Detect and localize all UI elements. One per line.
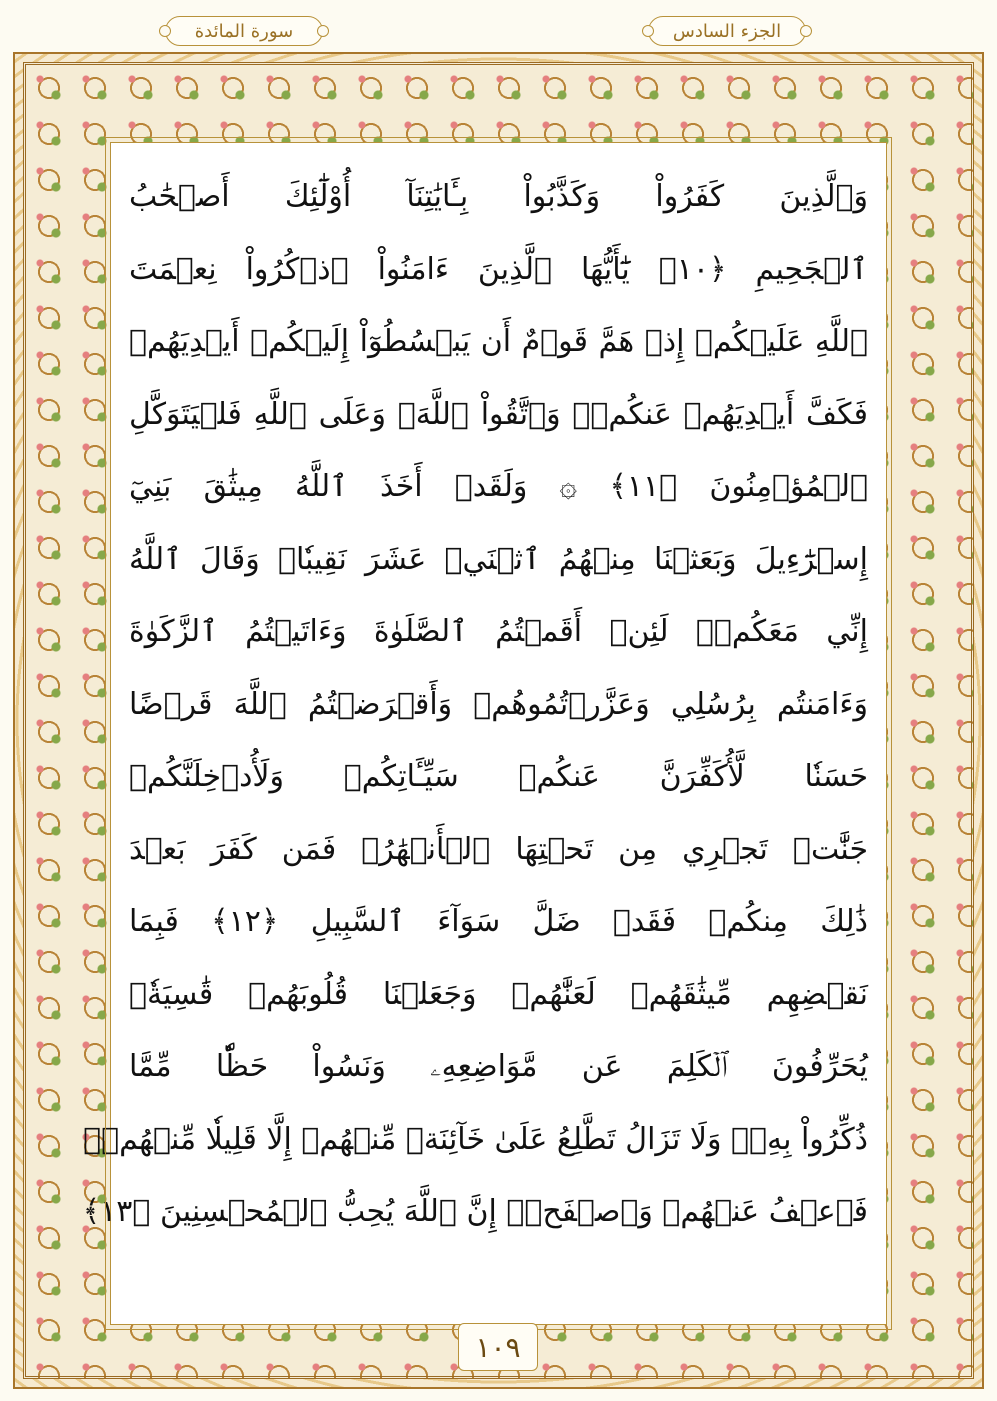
surah-name-header: سورة المائدة (165, 16, 323, 46)
page-number: ١٠٩ (458, 1323, 538, 1371)
verse-line-3: ٱللَّهِ عَلَيۡكُمۡ إِذۡ هَمَّ قَوۡمٌ أَن يَبۡسُطُوٓاْ إِلَيۡكُمۡ أَيۡدِيَهُمۡ (129, 324, 868, 359)
verse-line-2: ٱلۡجَحِيمِ ﴿١٠﴾ يَٰٓأَيُّهَا ٱلَّذِينَ ءَامَنُواْ ٱذۡكُرُواْ نِعۡمَتَ (129, 251, 868, 287)
juz-name-header: الجزء السادس (648, 16, 806, 46)
verse-line-5: ٱلۡمُؤۡمِنُونَ ﴿١١﴾ ۞ وَلَقَدۡ أَخَذَ ٱللَّهُ مِيثَٰقَ بَنِيٓ (129, 469, 869, 504)
verse-line-1: وَٱلَّذِينَ كَفَرُواْ وَكَذَّبُواْ بِـَٔايَٰتِنَآ أُوْلَٰٓئِكَ أَصۡحَٰبُ (129, 179, 868, 214)
verse-line-13: يُحَرِّفُونَ ٱلۡكَلِمَ عَن مَّوَاضِعِهِۦ وَنَسُواْ حَظّٗا مِّمَّا (129, 1049, 868, 1084)
verse-line-11: ذَٰلِكَ مِنكُمۡ فَقَدۡ ضَلَّ سَوَآءَ ٱلسَّبِيلِ ﴿١٢﴾ فَبِمَا (129, 904, 868, 939)
verse-line-9: حَسَنٗا لَّأُكَفِّرَنَّ عَنكُمۡ سَيِّـَٔاتِكُمۡ وَلَأُدۡخِلَنَّكُمۡ (129, 759, 868, 794)
verse-line-4: فَكَفَّ أَيۡدِيَهُمۡ عَنكُمۡۖ وَٱتَّقُواْ ٱللَّهَۚ وَعَلَى ٱللَّهِ فَلۡيَتَوَكَّلِ (129, 396, 868, 432)
quran-text-panel (82, 142, 887, 1325)
verse-line-7: إِنِّي مَعَكُمۡۖ لَئِنۡ أَقَمۡتُمُ ٱلصَّلَوٰةَ وَءَاتَيۡتُمُ ٱلزَّكَوٰةَ (129, 614, 868, 649)
verse-line-8: وَءَامَنتُم بِرُسُلِي وَعَزَّرۡتُمُوهُمۡ وَأَقۡرَضۡتُمُ ٱللَّهَ قَرۡضًا (129, 686, 868, 722)
verse-line-15: فَٱعۡفُ عَنۡهُمۡ وَٱصۡفَحۡۚ إِنَّ ٱللَّهَ يُحِبُّ ٱلۡمُحۡسِنِينَ ﴿١٣﴾ (82, 1194, 868, 1229)
verse-line-10: جَنَّٰتٖ تَجۡرِي مِن تَحۡتِهَا ٱلۡأَنۡهَٰرُۚ فَمَن كَفَرَ بَعۡدَ (129, 831, 868, 867)
verse-line-6: إِسۡرَٰٓءِيلَ وَبَعَثۡنَا مِنۡهُمُ ٱثۡنَيۡ عَشَرَ نَقِيبٗاۖ وَقَالَ ٱللَّهُ (129, 541, 868, 577)
verse-line-14: ذُكِّرُواْ بِهِۦۚ وَلَا تَزَالُ تَطَّلِعُ عَلَىٰ خَآئِنَةٖ مِّنۡهُمۡ إِلَّا قَلِيلٗا مِّنۡهُمۡۖ (83, 1121, 868, 1157)
verse-line-12: نَقۡضِهِم مِّيثَٰقَهُمۡ لَعَنَّٰهُمۡ وَجَعَلۡنَا قُلُوبَهُمۡ قَٰسِيَةٗۖ (129, 976, 868, 1012)
